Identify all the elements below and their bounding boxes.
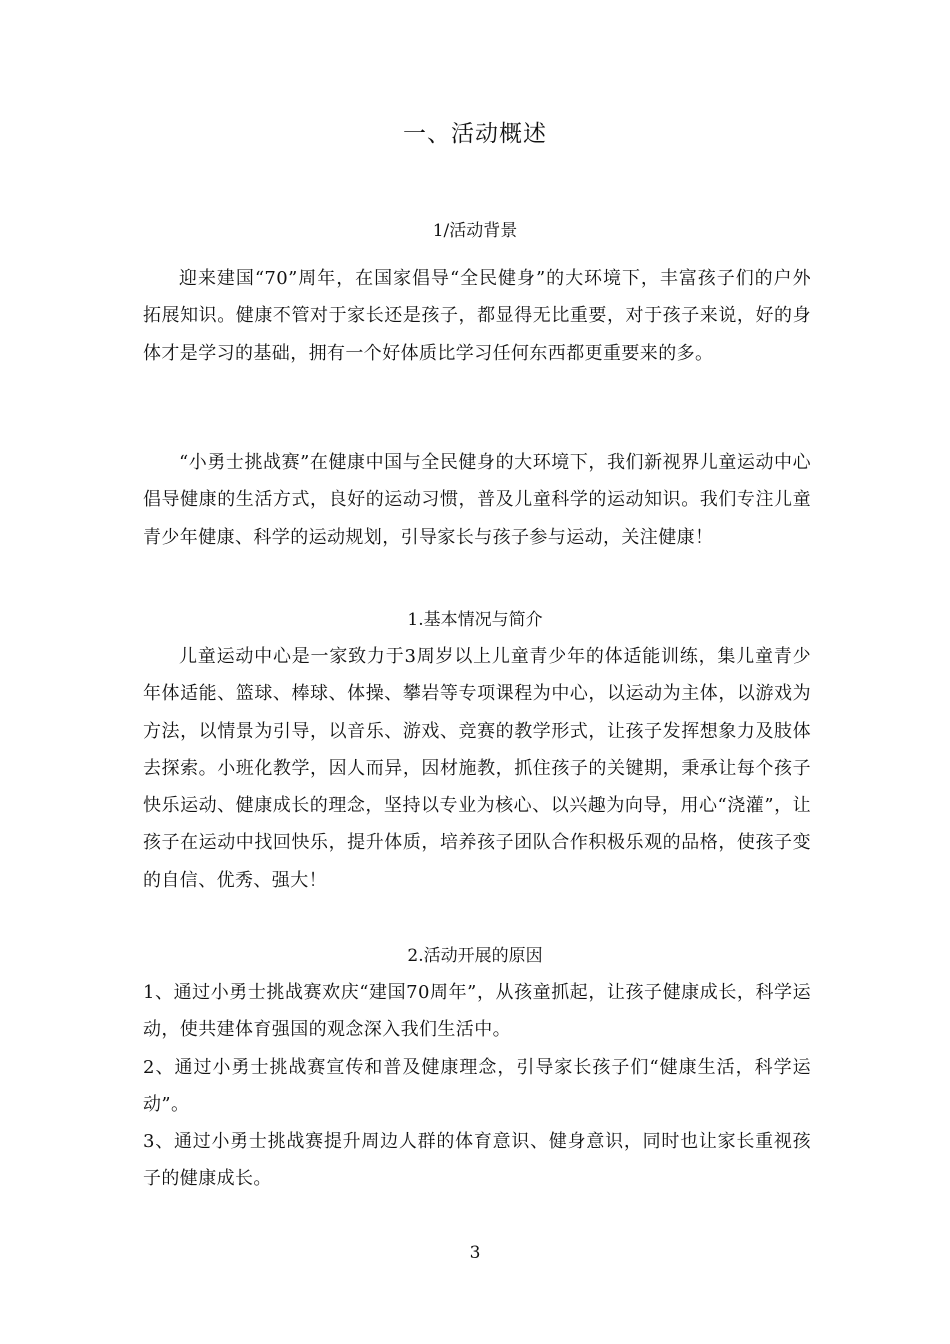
introduction-paragraph: 儿童运动中心是一家致力于3周岁以上儿童青少年的体适能训练，集儿童青少年体适能、篮球、棒球、体操、攀岩等专项课程为中心，以运动为主体，以游戏为方法，以情景为引导，以音乐、游戏、竞赛的教学形式，让孩子发挥想象力及肢体去探索。小班化教学，因人而异，因材施教，抓住孩子的关键期，秉承让每个孩子快乐运动、健康成长的理念，坚持以专业为核心、以兴趣为向导，用心“浇灌”，让孩子在运动中找回快乐，提升体质，培养孩子团队合作积极乐观的品格，使孩子变的自信、优秀、强大！ bbox=[143, 646, 811, 891]
section-heading-introduction: 1.基本情况与简介 bbox=[407, 610, 543, 630]
reason-item-3: 3、通过小勇士挑战赛提升周边人群的体育意识、健身意识，同时也让家长重视孩子的健康成长。 bbox=[143, 1131, 811, 1190]
section-heading-reasons: 2.活动开展的原因 bbox=[407, 946, 543, 966]
reason-item-2: 2、通过小勇士挑战赛宣传和普及健康理念，引导家长孩子们“健康生活，科学运动”。 bbox=[143, 1057, 811, 1116]
background-paragraph-1: 迎来建国“70”周年，在国家倡导“全民健身”的大环境下，丰富孩子们的户外拓展知识。健康不管对于家长还是孩子，都显得无比重要，对于孩子来说，好的身体才是学习的基础，拥有一个好体质比学习任何东西都更重要来的多。 bbox=[143, 268, 811, 364]
reason-item-1: 1、通过小勇士挑战赛欢庆“建国70周年”，从孩童抓起，让孩子健康成长，科学运动，使共建体育强国的观念深入我们生活中。 bbox=[143, 982, 811, 1041]
page-number: 3 bbox=[469, 1243, 481, 1263]
page-title: 一、活动概述 bbox=[403, 121, 547, 147]
background-paragraph-2: “小勇士挑战赛”在健康中国与全民健身的大环境下，我们新视界儿童运动中心倡导健康的生活方式，良好的运动习惯，普及儿童科学的运动知识。我们专注儿童青少年健康、科学的运动规划，引导家长与孩子参与运动，关注健康！ bbox=[143, 452, 811, 548]
section-heading-background: 1/活动背景 bbox=[432, 221, 518, 241]
